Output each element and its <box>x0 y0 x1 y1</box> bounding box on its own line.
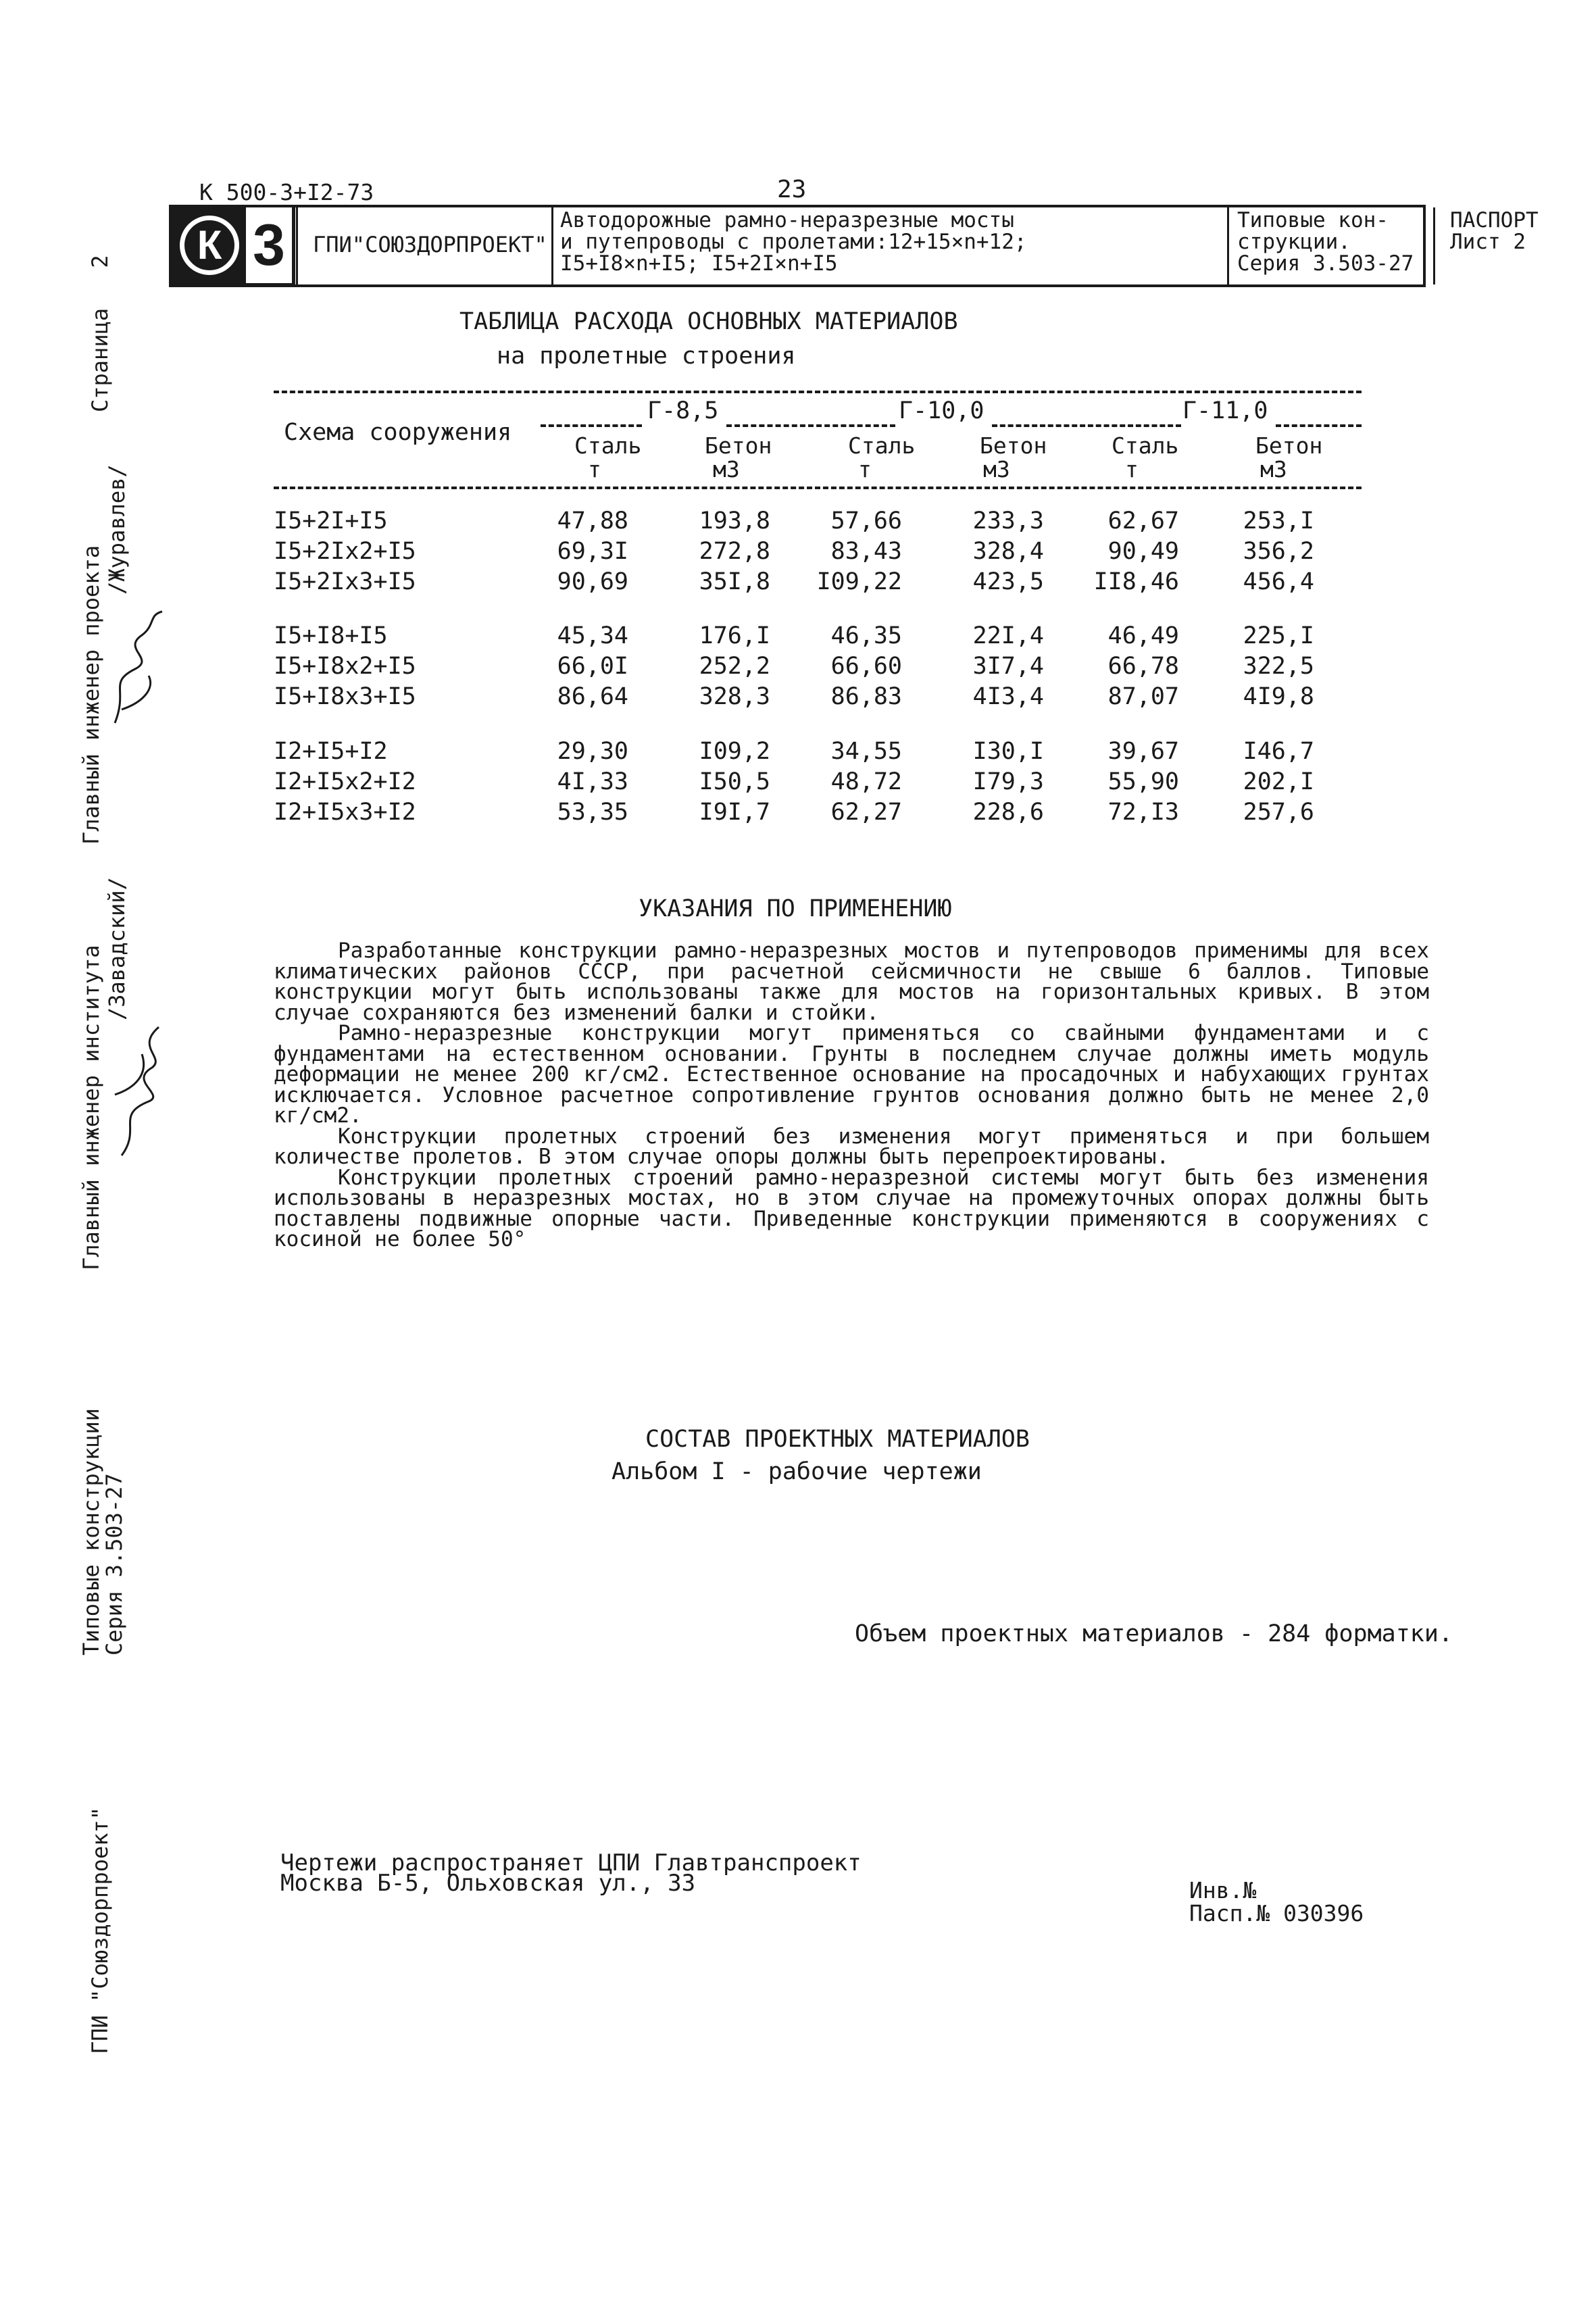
margin-chief-engineer-institute <box>80 919 103 1270</box>
table-cell: 176,I <box>699 622 770 649</box>
table-row-scheme: I5+I8+I5 <box>274 622 388 649</box>
group-rule-1b <box>726 424 895 427</box>
table-cell: 228,6 <box>972 799 1044 826</box>
stamp-title-line3: I5+I8×n+I5; I5+2I×n+I5 <box>560 251 838 276</box>
group-rule-2b <box>992 424 1181 427</box>
table-cell: 272,8 <box>699 538 770 565</box>
table-cell: 45,34 <box>557 622 628 649</box>
table-cell: 252,2 <box>699 653 770 680</box>
table-header-rule <box>274 487 1362 489</box>
table-cell: 47,88 <box>557 507 628 534</box>
group-header-3: Г-11,0 <box>1182 397 1268 424</box>
stamp-type-line2: струкции. <box>1237 230 1351 254</box>
table-cell: 4I,33 <box>557 768 628 795</box>
margin-series <box>80 1385 126 1656</box>
table-cell: 62,27 <box>830 799 902 826</box>
instructions-p3: Конструкции пролетных строений без изменения могут применяться и при большем количестве пролетов. В этом случае опоры должны быть перепроектированы. <box>274 1124 1429 1169</box>
table-row-scheme: I2+I5+I2 <box>274 738 388 765</box>
table-cell: 456,4 <box>1243 568 1314 595</box>
group-rule-3b <box>1276 424 1362 427</box>
table-cell: 72,I3 <box>1107 799 1179 826</box>
stamp-logo-cell <box>172 207 298 284</box>
scheme-header: Схема сооружения <box>284 419 512 446</box>
table-cell: II8,46 <box>1093 568 1179 595</box>
group-rule-1a <box>541 424 642 427</box>
unit-concrete-1: м3 <box>713 456 740 482</box>
group-header-2: Г-10,0 <box>899 397 984 424</box>
footer-distributor-line2: Москва Б-5, Ольховская ул., 33 <box>280 1870 696 1897</box>
stamp-title-line2: и путепроводы с пролетами:12+15×n+12; <box>560 230 1027 254</box>
table-cell: 4I3,4 <box>972 683 1044 710</box>
unit-steel-2: т <box>858 456 872 482</box>
margin-chief-engineer-project-name <box>105 464 129 595</box>
col-concrete-2: Бетон <box>980 432 1047 459</box>
table-cell: 257,6 <box>1243 799 1314 826</box>
table-cell: 328,3 <box>699 683 770 710</box>
table-cell: I9I,7 <box>699 799 770 826</box>
group-header-1: Г-8,5 <box>647 397 719 424</box>
instructions-p1: Разработанные конструкции рамно-неразрезных мостов и путепроводов применимы для всех климатических районов СССР, при расчетной сейсмичности не свыше 6 баллов. Типовые конструкции могут быть использованы также для мостов на горизонтальных кривых. В этом случае сохраняются без изменений балки и стойки. <box>274 939 1429 1025</box>
stamp-doc-cell <box>1435 207 1591 284</box>
table-cell: I09,22 <box>816 568 902 595</box>
table-cell: 86,83 <box>830 683 902 710</box>
stamp-title-cell <box>553 207 1229 284</box>
logo-ring-icon: К <box>180 216 239 275</box>
footer-passport: Пасп.№ 030396 <box>1189 1900 1364 1926</box>
unit-steel-3: т <box>1125 456 1139 482</box>
margin-series-text: Типовые конструкции Серия 3.503-27 <box>78 1408 127 1656</box>
stamp-type-line3: Серия 3.503-27 <box>1237 251 1414 276</box>
title-stamp <box>169 205 1539 287</box>
table-cell: 233,3 <box>972 507 1044 534</box>
table-cell: 62,67 <box>1107 507 1179 534</box>
unit-concrete-2: м3 <box>983 456 1010 482</box>
footer-distributor-line1: Чертежи распространяет ЦПИ Главтранспроект <box>280 1849 862 1876</box>
doc-code: К 500-3+I2-73 <box>199 179 374 205</box>
table-cell: 83,43 <box>830 538 902 565</box>
table-top-rule <box>274 391 1362 393</box>
table-cell: I50,5 <box>699 768 770 795</box>
table-cell: I79,3 <box>972 768 1044 795</box>
unit-steel-1: т <box>588 456 601 482</box>
margin-cep-name: /Журавлев/ <box>104 464 130 595</box>
composition-album: Альбом I - рабочие чертежи <box>612 1458 982 1485</box>
table-cell: 193,8 <box>699 507 770 534</box>
table-cell: 39,67 <box>1107 738 1179 765</box>
stamp-organization: ГПИ"СОЮЗДОРПРОЕКТ" <box>313 232 547 257</box>
table-cell: 29,30 <box>557 738 628 765</box>
table-row-scheme: I5+2Iх2+I5 <box>274 538 416 565</box>
margin-page-num: 2 <box>87 255 113 268</box>
table-cell: 87,07 <box>1107 683 1179 710</box>
margin-cei-name: /Завадский/ <box>104 877 130 1020</box>
margin-cei-text: Главный инженер института <box>78 945 104 1270</box>
margin-cep-text: Главный инженер проекта <box>78 545 104 845</box>
margin-page-label-text: Страница <box>87 307 113 412</box>
table-cell: 69,3I <box>557 538 628 565</box>
instructions-title: УКАЗАНИЯ ПО ПРИМЕНЕНИЮ <box>639 895 952 922</box>
table-row-scheme: I5+2Iх3+I5 <box>274 568 416 595</box>
table-row-scheme: I5+I8х2+I5 <box>274 653 416 680</box>
stamp-type-cell <box>1229 207 1435 284</box>
table-cell: 4I9,8 <box>1243 683 1314 710</box>
table-cell: 66,60 <box>830 653 902 680</box>
col-steel-2: Сталь <box>848 432 916 459</box>
table-cell: 22I,4 <box>972 622 1044 649</box>
margin-chief-engineer-project <box>80 466 103 845</box>
page-number: 23 <box>777 176 807 203</box>
table-cell: 90,49 <box>1107 538 1179 565</box>
col-concrete-1: Бетон <box>705 432 772 459</box>
table-cell: 3I7,4 <box>972 653 1044 680</box>
table-cell: 328,4 <box>972 538 1044 565</box>
table-cell: 34,55 <box>830 738 902 765</box>
table-cell: 48,72 <box>830 768 902 795</box>
table-cell: 46,49 <box>1107 622 1179 649</box>
unit-concrete-3: м3 <box>1260 456 1287 482</box>
stamp-org-cell <box>298 207 553 284</box>
signature-project-icon <box>101 608 176 730</box>
table-cell: 57,66 <box>830 507 902 534</box>
table-cell: 35I,8 <box>699 568 770 595</box>
table-cell: 90,69 <box>557 568 628 595</box>
table-cell: 46,35 <box>830 622 902 649</box>
table-cell: 225,I <box>1243 622 1314 649</box>
table-cell: I09,2 <box>699 738 770 765</box>
table-row-scheme: I2+I5х2+I2 <box>274 768 416 795</box>
instructions-p4: Конструкции пролетных строений рамно-неразрезной системы могут быть без изменения использованы в неразрезных мостах, но в этом случае на промежуточных опорах должны быть поставлены подвижные опорные части. Приведенные конструкции применяются в сооружениях с косиной не более 50° <box>274 1165 1429 1251</box>
table-cell: 356,2 <box>1243 538 1314 565</box>
table-cell: 86,64 <box>557 683 628 710</box>
margin-chief-engineer-institute-name <box>105 877 129 1020</box>
table-cell: I46,7 <box>1243 738 1314 765</box>
margin-page-label <box>88 255 112 412</box>
col-steel-1: Сталь <box>574 432 642 459</box>
table-cell: 202,I <box>1243 768 1314 795</box>
logo-number: 3 <box>246 207 292 283</box>
table-cell: I30,I <box>972 738 1044 765</box>
margin-org-text: ГПИ "Союздорпроект" <box>87 1806 113 2054</box>
table-row-scheme: I2+I5х3+I2 <box>274 799 416 826</box>
table-row-scheme: I5+2I+I5 <box>274 507 388 534</box>
composition-title: СОСТАВ ПРОЕКТНЫХ МАТЕРИАЛОВ <box>645 1426 1030 1453</box>
footer-inv: Инв.№ <box>1189 1877 1257 1903</box>
instructions-text <box>274 941 1429 1250</box>
signature-institute-icon <box>101 1014 176 1162</box>
table-row-scheme: I5+I8х3+I5 <box>274 683 416 710</box>
table-cell: 253,I <box>1243 507 1314 534</box>
stamp-doc-line1: ПАСПОРТ <box>1450 208 1539 232</box>
table-cell: 55,90 <box>1107 768 1179 795</box>
table-subtitle: на пролетные строения <box>497 343 796 370</box>
stamp-type-line1: Типовые кон- <box>1237 208 1389 232</box>
table-cell: 53,35 <box>557 799 628 826</box>
col-concrete-3: Бетон <box>1255 432 1323 459</box>
col-steel-3: Сталь <box>1112 432 1179 459</box>
table-cell: 423,5 <box>972 568 1044 595</box>
instructions-p2: Рамно-неразрезные конструкции могут применяться со свайными фундаментами и с фундаментами на естественном основании. Грунты в последнем случае должны иметь модуль деформации не менее 200 кг/см2. Естественное основание на просадочных и набухающих грунтах исключается. Условное расчетное сопротивление грунтов основания должно быть не менее 2,0 кг/см2. <box>274 1021 1429 1128</box>
table-cell: 322,5 <box>1243 653 1314 680</box>
composition-volume: Объем проектных материалов - 284 форматки. <box>855 1620 1453 1647</box>
margin-org <box>88 1807 112 2054</box>
stamp-doc-line2: Лист 2 <box>1450 230 1526 254</box>
table-title: ТАБЛИЦА РАСХОДА ОСНОВНЫХ МАТЕРИАЛОВ <box>459 308 958 335</box>
table-cell: 66,0I <box>557 653 628 680</box>
table-cell: 66,78 <box>1107 653 1179 680</box>
stamp-title-line1: Автодорожные рамно-неразрезные мосты <box>560 208 1014 232</box>
